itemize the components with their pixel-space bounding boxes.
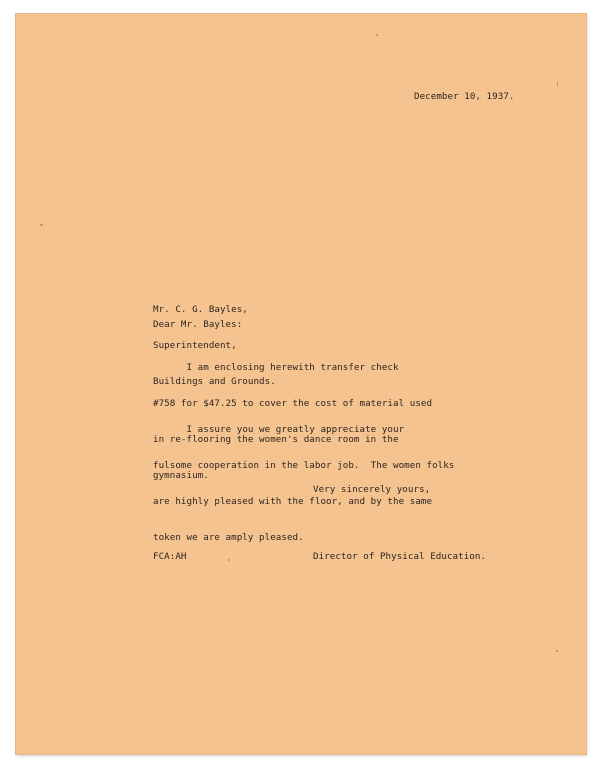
signature-title: Director of Physical Education.	[313, 551, 487, 562]
paragraph-line: token we are amply pleased.	[153, 532, 304, 543]
paragraph-line: in re-flooring the women's dance room in the	[153, 434, 399, 445]
paragraph-line: gymnasium.	[153, 470, 209, 481]
paper-speck	[557, 82, 558, 87]
paragraph-line: I assure you we greatly appreciate your	[186, 424, 405, 435]
closing: Very sincerely yours,	[313, 484, 431, 495]
letter-page	[16, 14, 586, 754]
paper-speck	[40, 224, 43, 226]
paper-speck	[376, 34, 378, 36]
reference-initials: FCA:AH	[153, 551, 187, 562]
paragraph-line: I am enclosing herewith transfer check	[186, 362, 399, 373]
paper-speck	[556, 650, 558, 652]
paragraph-line: are highly pleased with the floor, and by the same	[153, 496, 433, 507]
paragraph-line: #758 for $47.25 to cover the cost of material used	[153, 398, 433, 409]
addressee-line: Superintendent,	[153, 340, 237, 351]
letter-date: December 10, 1937.	[414, 91, 515, 102]
salutation: Dear Mr. Bayles:	[153, 319, 243, 330]
paragraph-line: fulsome cooperation in the labor job. The women folks	[153, 460, 455, 471]
addressee-line: Mr. C. G. Bayles,	[153, 304, 248, 315]
addressee-line: Buildings and Grounds.	[153, 376, 276, 387]
